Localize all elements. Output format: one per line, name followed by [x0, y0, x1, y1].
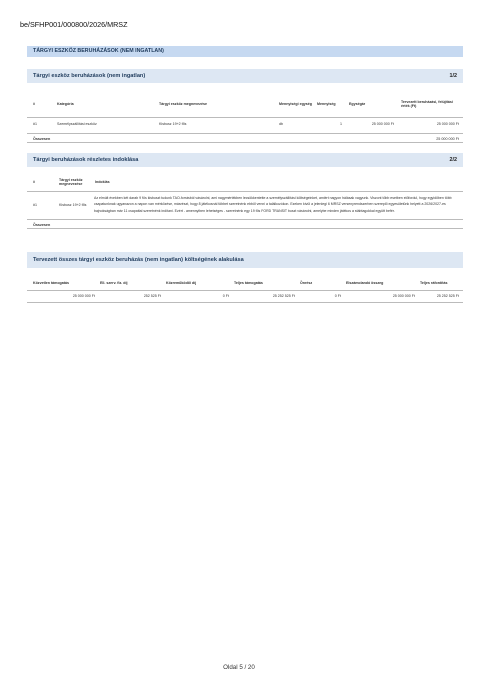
- page-number-footer: Oldal 5 / 20: [223, 664, 255, 671]
- col-header: Kategória: [57, 101, 74, 106]
- asset-name-cell: Kisbusz 19+2 fős: [59, 202, 87, 207]
- section-page-indicator: 2/2: [449, 157, 457, 163]
- justification-section: [27, 153, 463, 229]
- asset-investments-table: [27, 91, 463, 131]
- justification-table: [27, 173, 463, 218]
- table-row: [27, 290, 463, 302]
- col-header: Közreműködői díj: [166, 280, 197, 285]
- sum-label: Összesen: [33, 137, 51, 141]
- sum-row: [27, 133, 463, 143]
- total-expenditure-cell: 25 252 525 Ft: [436, 294, 459, 298]
- section-title: Tervezett összes tárgyi eszköz beruházás (nem ingatlan) költségének alakulása: [33, 257, 244, 263]
- row-number: #1: [33, 202, 37, 207]
- col-header: Tárgyi eszköz megnevezése: [159, 101, 207, 106]
- cost-summary-header: [27, 252, 463, 268]
- sum-label: Összesen: [33, 222, 51, 227]
- document-id: be/SFHP001/000800/2026/MRSZ: [20, 20, 128, 29]
- col-header: Elszámolandó összeg: [346, 280, 384, 285]
- justification-text: Az elmúlt években két darab 9 fős kisbuszt tudunk TAO-forrásból vásárolni, ami nagymértékben lecsökkentette a személyszállítási költségeinket, amiért nagyon hálásak vagyunk. Viszont több esetben előfordul, hogy egyidőben több csapatunknak ugyanazon a napon van mérkőzése, másrészt, hogy 8 játékosnál többet szeretnénk ebből venni a találkozókon. Ezeken kívül a jelenlegi 6 MRSZ versenyrendszerben szereplő egyesületünk helyett a 2026/2027-es bajnokságban már 11 csapattal szeretnénk indítani. Ezért - amennyiben lehetséges - szeretnénk egy 19 fős FORD TRANSIT buszt vásárolni, amelybe minden játékos a stábtagokkal együtt befér.: [94, 195, 452, 214]
- col-header: #: [33, 179, 35, 184]
- col-header: Tárgyi eszköz megnevezése: [59, 177, 83, 186]
- row-number: #1: [33, 122, 37, 127]
- unit-price-cell: 25 000 000 Ft: [371, 122, 394, 127]
- sum-value: 25 000 000 Ft: [436, 137, 459, 141]
- control-fee-cell: 252 525 Ft: [143, 294, 161, 298]
- table-row: [27, 191, 463, 218]
- direct-support-cell: 25 000 000 Ft: [72, 294, 95, 298]
- col-header: Teljes ráfordítás: [420, 280, 448, 285]
- col-header: Teljes támogatás: [234, 280, 263, 285]
- unit-cell: db: [279, 122, 283, 127]
- own-share-cell: 0 Ft: [334, 294, 341, 298]
- table-header-row: [27, 173, 463, 191]
- col-header: Önrész: [300, 280, 313, 285]
- cost-summary-table: [27, 276, 463, 303]
- table-header-row: [27, 91, 463, 117]
- table-header-row: [27, 276, 463, 290]
- asset-investments-header: [27, 69, 463, 83]
- justification-header: [27, 153, 463, 167]
- accountable-amount-cell: 25 000 000 Ft: [392, 294, 415, 298]
- col-header: Közvetlen támogatás: [33, 280, 69, 285]
- col-header: Indoklás: [95, 179, 110, 184]
- asset-investments-section: [27, 69, 463, 143]
- col-header: Egységár: [349, 101, 366, 106]
- category-cell: Személyszállítási eszköz: [57, 122, 97, 127]
- col-header: #: [33, 101, 35, 106]
- col-header: Mennyiségi egység: [279, 101, 312, 106]
- asset-name-cell: Kisbusz 19+2 fős: [159, 122, 187, 127]
- section-title: Tárgyi beruházások részletes indoklása: [33, 157, 139, 163]
- section-page-indicator: 1/2: [449, 73, 457, 79]
- col-header: Ell. szerv. fiz. díj: [100, 280, 128, 285]
- sum-row: [27, 219, 463, 229]
- planned-value-cell: 25 000 000 Ft: [436, 122, 459, 127]
- section-title: Tárgyi eszköz beruházások (nem ingatlan): [33, 73, 146, 79]
- table-row: [27, 117, 463, 131]
- total-support-cell: 25 252 525 Ft: [272, 294, 295, 298]
- col-header: Tervezett beruházási, felújítási érték (Ft): [401, 99, 453, 108]
- contributor-fee-cell: 0 Ft: [222, 294, 229, 298]
- cost-summary-section: [27, 252, 463, 303]
- col-header: Mennyiség: [317, 101, 336, 106]
- main-section-header: TÁRGYI ESZKÖZ BERUHÁZÁSOK (NEM INGATLAN): [27, 46, 463, 57]
- quantity-cell: 1: [340, 122, 342, 127]
